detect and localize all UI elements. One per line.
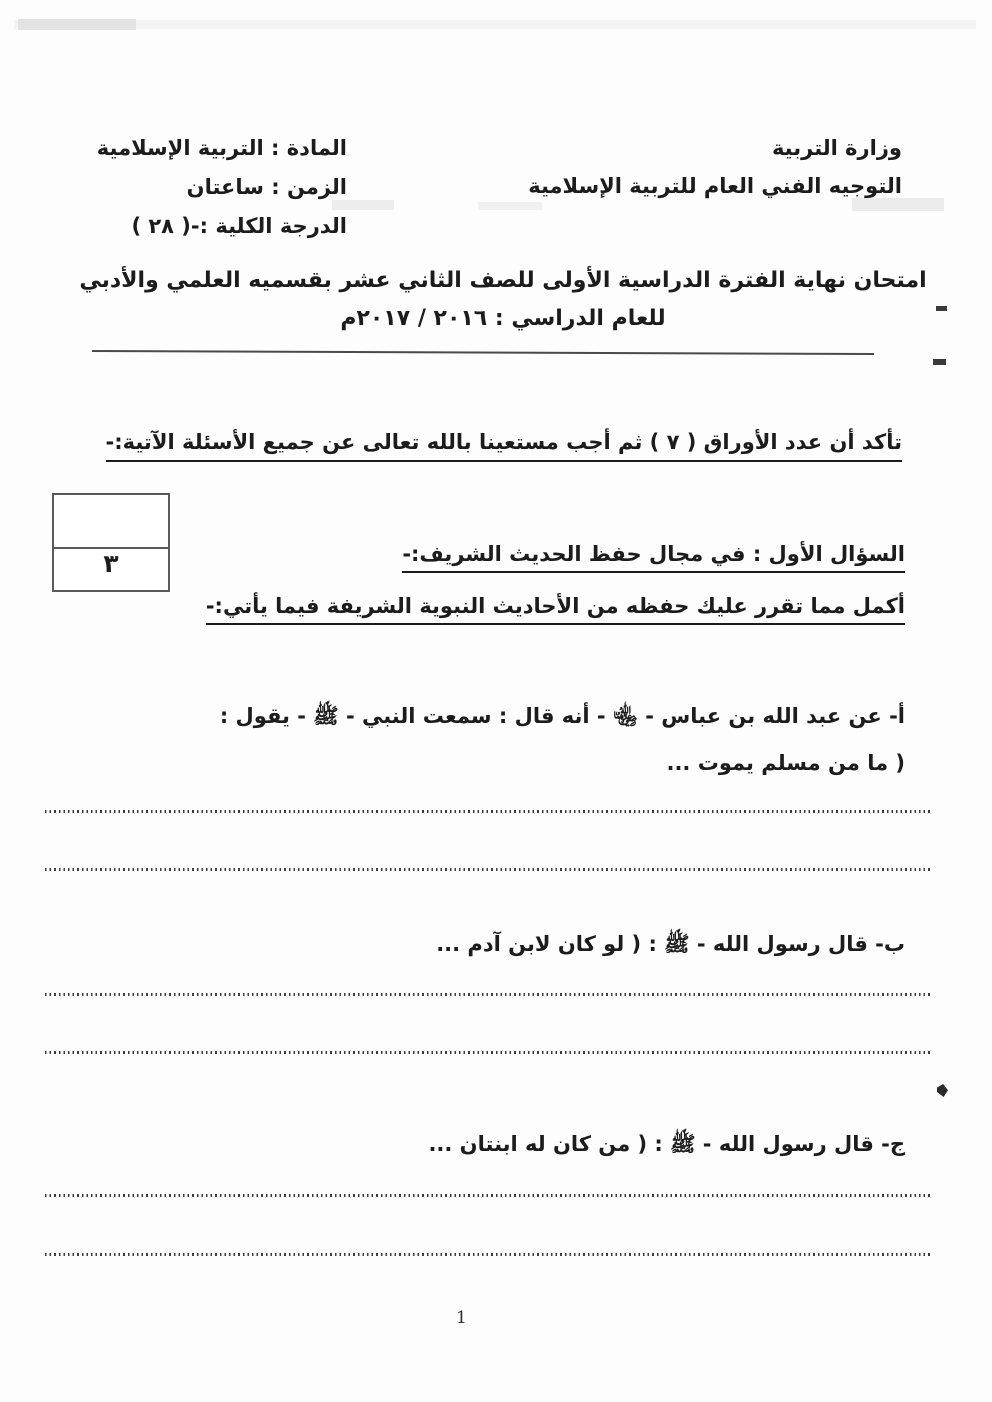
exam-title-line2: للعام الدراسي : ٢٠١٦ / ٢٠١٧م	[340, 306, 666, 331]
scan-artifact	[933, 359, 946, 365]
score-box-value: ٣	[103, 549, 119, 578]
question1-heading: السؤال الأول : في مجال حفظ الحديث الشريف:-	[402, 542, 905, 573]
hadith-item-a-intro: أ- عن عبد الله بن عباس - ﵄ - أنه قال : سمعت النبي - ﷺ - يقول :	[219, 704, 905, 728]
scan-artifact	[937, 1084, 948, 1097]
ministry-name: وزارة التربية	[771, 136, 902, 160]
separator-line	[92, 350, 874, 355]
answer-line	[45, 993, 933, 996]
total-grade-label: الدرجة الكلية :-( ٢٨ )	[131, 214, 347, 238]
scan-artifact	[18, 19, 136, 30]
question1-subheading: أكمل مما تقرر عليك حفظه من الأحاديث النبوية الشريفة فيما يأتي:-	[206, 594, 905, 625]
answer-line	[45, 1194, 933, 1197]
exam-title	[14, 262, 992, 338]
header-right-block	[528, 129, 902, 205]
scan-artifact	[936, 306, 947, 311]
directorate-name: التوجيه الفني العام للتربية الإسلامية	[528, 174, 902, 198]
subject-label: المادة : التربية الإسلامية	[96, 136, 347, 160]
answer-line	[45, 810, 933, 813]
score-box	[52, 493, 170, 592]
hadith-item-c-intro: ج- قال رسول الله - ﷺ : ( من كان له ابنتان ...	[428, 1132, 905, 1156]
exam-title-line1: امتحان نهاية الفترة الدراسية الأولى للصف الثاني عشر بقسميه العلمي والأدبي	[79, 268, 927, 293]
time-label: الزمن : ساعتان	[186, 175, 347, 199]
answer-line	[45, 1051, 933, 1054]
answer-line	[45, 868, 933, 871]
hadith-item-b-intro: ب- قال رسول الله - ﷺ : ( لو كان لابن آدم ...	[436, 932, 905, 956]
answer-line	[45, 1253, 933, 1256]
header-left-block	[55, 129, 347, 246]
scan-artifact	[14, 20, 976, 29]
page-number: 1	[456, 1308, 467, 1328]
instruction-line: تأكد أن عدد الأوراق ( ٧ ) ثم أجب مستعينا بالله تعالى عن جميع الأسئلة الآتية:-	[106, 430, 902, 462]
hadith-item-a-opening: ( ما من مسلم يموت ...	[666, 751, 905, 775]
